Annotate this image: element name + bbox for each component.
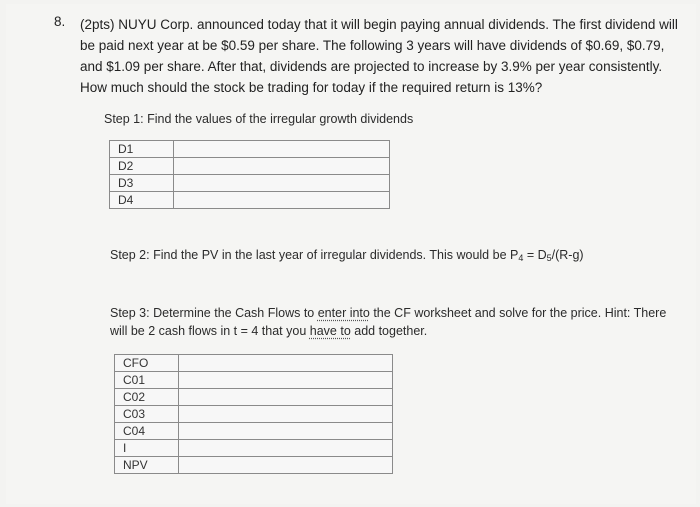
step3-part1: Step 3: Determine the Cash Flows to: [110, 306, 318, 320]
table-row: [110, 175, 390, 192]
table-row: [115, 423, 393, 440]
table-row: [115, 355, 393, 372]
row-label: D4: [110, 192, 174, 209]
table-row: [115, 389, 393, 406]
step3-part2: the CF worksheet and solve for the price. Hint: There will be 2 cash flows in t = 4 that you: [110, 306, 667, 338]
answer-cell[interactable]: [179, 457, 393, 474]
row-label: D2: [110, 158, 174, 175]
step2-text-end: /(R-g): [551, 248, 584, 262]
table-row: [115, 406, 393, 423]
answer-cell[interactable]: [179, 372, 393, 389]
subscript-4: 4: [518, 253, 524, 263]
table-row: [110, 141, 390, 158]
answer-cell[interactable]: [179, 389, 393, 406]
question-text: (2pts) NUYU Corp. announced today that it will begin paying annual dividends. The first dividend will be paid next year at be $0.59 per share. The following 3 years will have dividends of $0.69, $0.79, and $1.09 per share. After that, dividends are projected to increase by 3.9% per year consistently. How much should the stock be trading for today if the required return is 13%?: [80, 17, 678, 95]
row-label: C02: [115, 389, 179, 406]
answer-cell[interactable]: [179, 440, 393, 457]
row-label: C03: [115, 406, 179, 423]
answer-cell[interactable]: [174, 141, 390, 158]
row-label: C01: [115, 372, 179, 389]
step3-link-enter-into: enter into: [317, 306, 370, 320]
step2-text: [110, 246, 584, 267]
step2-text-mid: = D: [523, 248, 547, 262]
step2-text-start: Step 2: Find the PV in the last year of irregular dividends. This would be P: [110, 248, 519, 262]
table-row: [115, 440, 393, 457]
answer-cell[interactable]: [179, 355, 393, 372]
row-label: D3: [110, 175, 174, 192]
step3-link-have-to: have to: [309, 324, 351, 338]
dividends-table: [109, 140, 390, 209]
step1-title: Step 1: Find the values of the irregular growth dividends: [104, 112, 414, 126]
answer-cell[interactable]: [174, 175, 390, 192]
subscript-5: 5: [546, 253, 552, 263]
answer-cell[interactable]: [179, 423, 393, 440]
question-number: 8.: [54, 14, 66, 29]
cash-flow-table: [114, 354, 393, 474]
row-label: C04: [115, 423, 179, 440]
row-label: D1: [110, 141, 174, 158]
table-row: [110, 192, 390, 209]
row-label: CFO: [115, 355, 179, 372]
step3-text: [110, 304, 680, 340]
table-row: [110, 158, 390, 175]
answer-cell[interactable]: [174, 158, 390, 175]
row-label: I: [115, 440, 179, 457]
table-row: [115, 457, 393, 474]
table-row: [115, 372, 393, 389]
row-label: NPV: [115, 457, 179, 474]
step3-part3: add together.: [350, 324, 428, 338]
answer-cell[interactable]: [179, 406, 393, 423]
answer-cell[interactable]: [174, 192, 390, 209]
